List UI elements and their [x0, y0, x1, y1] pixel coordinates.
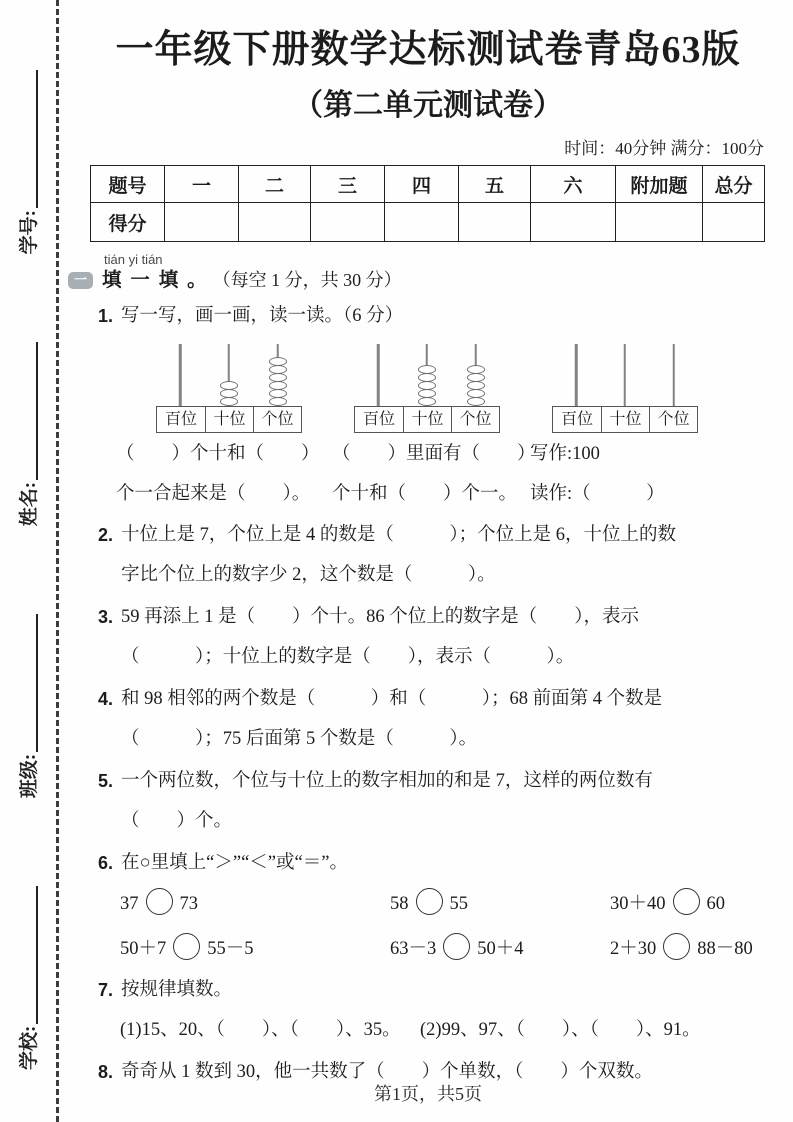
student-name-field	[14, 342, 41, 526]
comparison-right: 55－5	[207, 939, 254, 959]
section-one-heading	[68, 252, 766, 294]
student-number-label: 学号:	[18, 210, 40, 255]
col-6: 六	[531, 166, 616, 203]
col-5: 五	[459, 166, 531, 203]
score-row-label: 得分	[91, 203, 165, 242]
abacus-rod	[451, 344, 500, 406]
question-3-line: 59 再添上 1 是（ ）个十。86 个位上的数字是（ ），表示	[121, 607, 640, 627]
abacus-bead	[418, 397, 436, 406]
question-7-sequences	[90, 1010, 766, 1050]
blank-text: 个一合起来是（ ）。	[116, 484, 311, 504]
question-6	[90, 843, 766, 883]
time-score-info: 时间：40分钟 满分：100分	[564, 139, 764, 158]
score-cell	[239, 203, 311, 242]
comparison-item	[390, 885, 610, 923]
question-1	[90, 296, 766, 336]
question-1-blanks-line-1	[90, 435, 766, 473]
abacus-bead	[220, 397, 238, 406]
abacus-rod	[156, 344, 205, 406]
abacus-rod	[205, 344, 254, 406]
abacus-beads	[418, 366, 436, 406]
question-4-line: 和 98 相邻的两个数是（ ）和（ ）；68 前面第 4 个数是	[121, 689, 663, 709]
abacus-figures-row	[90, 344, 766, 433]
paper-subtitle: （第二单元测试卷）	[293, 89, 563, 122]
question-2-line: 十位上是 7，个位上是 4 的数是（ ）；个位上是 6，十位上的数	[121, 525, 677, 545]
comparison-left: 37	[120, 894, 139, 914]
blank-text: 写作:100	[530, 444, 600, 464]
abacus-figure	[552, 344, 698, 433]
place-value-label: 十位	[205, 407, 253, 432]
student-info-line	[6, 70, 48, 1070]
abacus-rod	[649, 344, 698, 406]
question-4-number: 4.	[98, 689, 114, 709]
place-value-label: 百位	[362, 411, 395, 428]
question-5-line: 一个两位数，个位与十位上的数字相加的和是 7，这样的两位数有	[121, 771, 653, 791]
score-cell	[311, 203, 385, 242]
col-bonus: 附加题	[616, 166, 703, 203]
school-label: 学校:	[18, 1025, 40, 1070]
score-cell	[459, 203, 531, 242]
score-table-score-row	[91, 203, 765, 242]
place-value-label: 个位	[253, 407, 301, 432]
question-7-heading: 按规律填数。	[121, 980, 233, 1000]
comparison-left: 63－3	[390, 939, 437, 959]
sequence-1: (1)15、20、（ ）、（ ）、35。	[120, 1020, 401, 1040]
paper-title: 一年级下册数学达标测试卷青岛63版	[115, 29, 741, 71]
abacus-rod	[354, 344, 403, 406]
answer-circle	[443, 933, 470, 960]
abacus-figure	[354, 344, 500, 433]
seal-dashed-line	[56, 0, 59, 1122]
question-5	[90, 761, 766, 841]
score-cell	[616, 203, 703, 242]
score-cell	[165, 203, 239, 242]
question-2	[90, 515, 766, 595]
score-table-header-row	[91, 166, 765, 203]
question-2-number: 2.	[98, 525, 114, 545]
score-table-corner: 题号	[91, 166, 165, 203]
question-4-line: （ ）；75 后面第 5 个数是（ ）。	[121, 729, 478, 749]
col-3: 三	[311, 166, 385, 203]
question-3	[90, 597, 766, 677]
abacus-figure	[156, 344, 302, 433]
answer-circle	[173, 933, 200, 960]
answer-circle	[146, 888, 173, 915]
blank-text: （ ）个十和（ ）	[116, 444, 320, 464]
place-value-label: 十位	[601, 407, 649, 432]
place-value-label: 百位	[164, 411, 197, 428]
school-blank	[16, 886, 39, 1024]
section-one-title: 填 一 填 。	[102, 270, 209, 291]
abacus-beads	[269, 358, 287, 406]
student-name-label: 姓名:	[18, 481, 40, 527]
student-name-blank	[16, 342, 39, 480]
student-number-blank	[16, 70, 39, 208]
abacus-rod	[403, 344, 452, 406]
col-4: 四	[385, 166, 459, 203]
blank-text: （ ）里面有（ ）	[332, 444, 536, 464]
comparison-right: 60	[706, 894, 726, 914]
score-cell	[703, 203, 765, 242]
question-7-number: 7.	[98, 980, 114, 1000]
question-8-number: 8.	[98, 1062, 114, 1082]
comparison-right: 50＋4	[477, 939, 524, 959]
comparison-item	[120, 885, 390, 923]
class-field	[14, 614, 41, 798]
comparison-item	[390, 930, 610, 968]
answer-circle	[673, 888, 700, 915]
col-total: 总分	[703, 166, 765, 203]
question-3-number: 3.	[98, 607, 114, 627]
score-cell	[385, 203, 459, 242]
question-2-line: 字比个位上的数字少 2，这个数是（ ）。	[121, 565, 496, 585]
comparison-left: 58	[390, 894, 409, 914]
score-cell	[531, 203, 616, 242]
question-1-number: 1.	[98, 306, 114, 326]
answer-circle	[416, 888, 443, 915]
abacus-bead	[467, 397, 485, 406]
question-4	[90, 679, 766, 759]
question-6-heading: 在○里填上“＞”“＜”或“＝”。	[121, 853, 348, 873]
abacus-beads	[220, 382, 238, 406]
comparison-item	[610, 930, 766, 968]
place-value-label: 十位	[403, 407, 451, 432]
comparison-left: 50＋7	[120, 939, 167, 959]
comparison-grid	[90, 885, 766, 968]
class-blank	[16, 614, 39, 752]
place-value-label: 个位	[649, 407, 697, 432]
question-1-text: 写一写，画一画，读一读。（6 分）	[121, 306, 404, 326]
comparison-item	[120, 930, 390, 968]
section-pinyin: tián yi tián	[104, 252, 163, 267]
comparison-left: 30＋40	[610, 894, 666, 914]
page-footer: 第1页，共5页	[374, 1084, 482, 1104]
abacus-beads	[467, 366, 485, 406]
comparison-left: 2＋30	[610, 939, 657, 959]
section-one-note: （每空 1 分，共 30 分）	[212, 270, 402, 290]
question-5-number: 5.	[98, 771, 114, 791]
question-8-text: 奇奇从 1 数到 30，他一共数了（ ）个单数，（ ）个双数。	[121, 1062, 653, 1082]
abacus-rod	[601, 344, 650, 406]
comparison-right: 55	[449, 894, 468, 914]
question-5-line: （ ）个。	[121, 811, 233, 831]
score-table	[90, 165, 765, 242]
col-1: 一	[165, 166, 239, 203]
blank-text: 个十和（ ）个一。	[332, 484, 518, 504]
question-7	[90, 970, 766, 1010]
comparison-right: 73	[179, 894, 198, 914]
abacus-bead	[269, 397, 287, 406]
blank-text: 读作:（ ）	[530, 484, 665, 504]
place-value-label: 个位	[451, 407, 499, 432]
abacus-rod	[253, 344, 302, 406]
question-1-blanks-line-2	[90, 475, 766, 513]
sequence-2: (2)99、97、（ ）、（ ）、91。	[420, 1020, 701, 1040]
question-3-line: （ ）；十位上的数字是（ ），表示（ ）。	[121, 647, 575, 667]
class-label: 班级:	[18, 753, 40, 799]
abacus-rod	[552, 344, 601, 406]
comparison-item	[610, 885, 766, 923]
answer-circle	[663, 933, 690, 960]
place-value-label: 百位	[560, 411, 593, 428]
question-6-number: 6.	[98, 853, 114, 873]
col-2: 二	[239, 166, 311, 203]
school-field	[14, 886, 41, 1070]
student-number-field	[14, 70, 41, 254]
section-one-badge-icon: 一	[68, 272, 93, 289]
paper-content	[73, 0, 766, 1092]
seal-margin	[4, 70, 50, 1070]
comparison-right: 88－80	[697, 939, 753, 959]
